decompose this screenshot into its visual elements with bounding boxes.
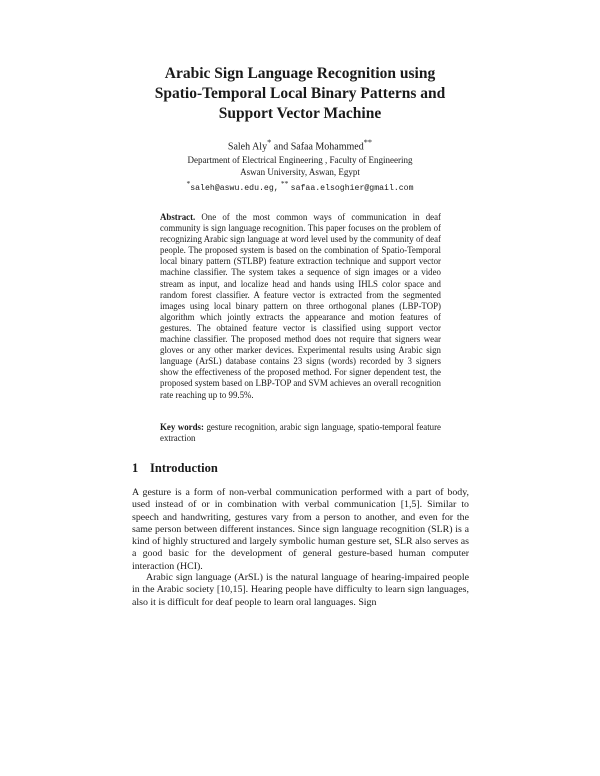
title-line: Support Vector Machine xyxy=(218,105,382,122)
section-title: Introduction xyxy=(150,461,218,475)
author-list xyxy=(100,136,500,153)
paper-title xyxy=(100,64,500,124)
body-paragraph: Arabic sign language (ArSL) is the natural language of hearing-impaired people in the Arabic society [10,15]. Hearing people have difficulty to learn sign languages, also it is difficult for deaf people to learn oral languages. Sign xyxy=(132,572,469,608)
section-number: 1 xyxy=(132,461,139,475)
author-mark: * xyxy=(267,138,272,147)
email-address[interactable]: safaa.elsoghier@gmail.com xyxy=(290,184,414,193)
email-mark: * xyxy=(186,179,191,188)
abstract xyxy=(160,212,441,401)
author-name: Safaa Mohammed xyxy=(290,141,364,153)
body-paragraph: A gesture is a form of non-verbal communication performed with a part of body, used instead of or in combination with verbal communication [1,5]. Similar to speech and handwriting, gestures vary from a person to another, and even for the same person between different instances. Since sign language recognition (SLR) is a kind of highly structured and largely symbolic human gesture set, SLR also serves as a good basic for the development of general gesture-based human computer interaction (HCI). xyxy=(132,487,469,572)
affiliation-department: Department of Electrical Engineering , Faculty of Engineering xyxy=(187,155,413,165)
section-heading xyxy=(132,461,218,476)
title-line: Arabic Sign Language Recognition using xyxy=(164,65,436,82)
email-mark: ** xyxy=(280,179,289,188)
affiliation-location: Aswan University, Aswan, Egypt xyxy=(240,166,360,177)
title-line: Spatio-Temporal Local Binary Patterns and xyxy=(154,85,446,102)
author-mark: ** xyxy=(363,138,373,147)
keywords xyxy=(160,422,441,444)
email-address[interactable]: saleh@aswu.edu.eg, xyxy=(190,184,279,193)
abstract-label: Abstract. xyxy=(160,212,196,222)
keywords-label: Key words: xyxy=(160,422,204,432)
author-name: Saleh Aly xyxy=(227,141,268,153)
affiliation-block xyxy=(100,155,500,195)
abstract-text: One of the most common ways of communication in deaf community is sign language recognition. This paper focuses on the problem of recognizing Arabic sign language at word level used by the community of deaf people. The proposed system is based on the combination of Spatio-Temporal local binary pattern (STLBP) feature extraction technique and support vector machine classifier. The system takes a sequence of sign images or a video stream as input, and localize head and hands using IHLS color space and random forest classifier. A feature vector is extracted from the segmented images using local binary pattern on three orthogonal planes (LBP-TOP) algorithm which jointly extracts the appearance and motion features of gestures. The obtained feature vector is classified using support vector machine classifier. The proposed method does not require that signers wear gloves or any other marker devices. Experimental results using Arabic sign language (ArSL) database contains 23 signs (words) recorded by 3 signers show the effectiveness of the proposed method. For signer dependent test, the proposed system based on LBP-TOP and SVM achieves an overall recognition rate reaching up to 99.5%. xyxy=(160,212,441,400)
keywords-text: gesture recognition, arabic sign language, spatio-temporal feature extraction xyxy=(160,422,441,444)
author-connector: and xyxy=(273,141,289,153)
email-line xyxy=(100,178,500,195)
